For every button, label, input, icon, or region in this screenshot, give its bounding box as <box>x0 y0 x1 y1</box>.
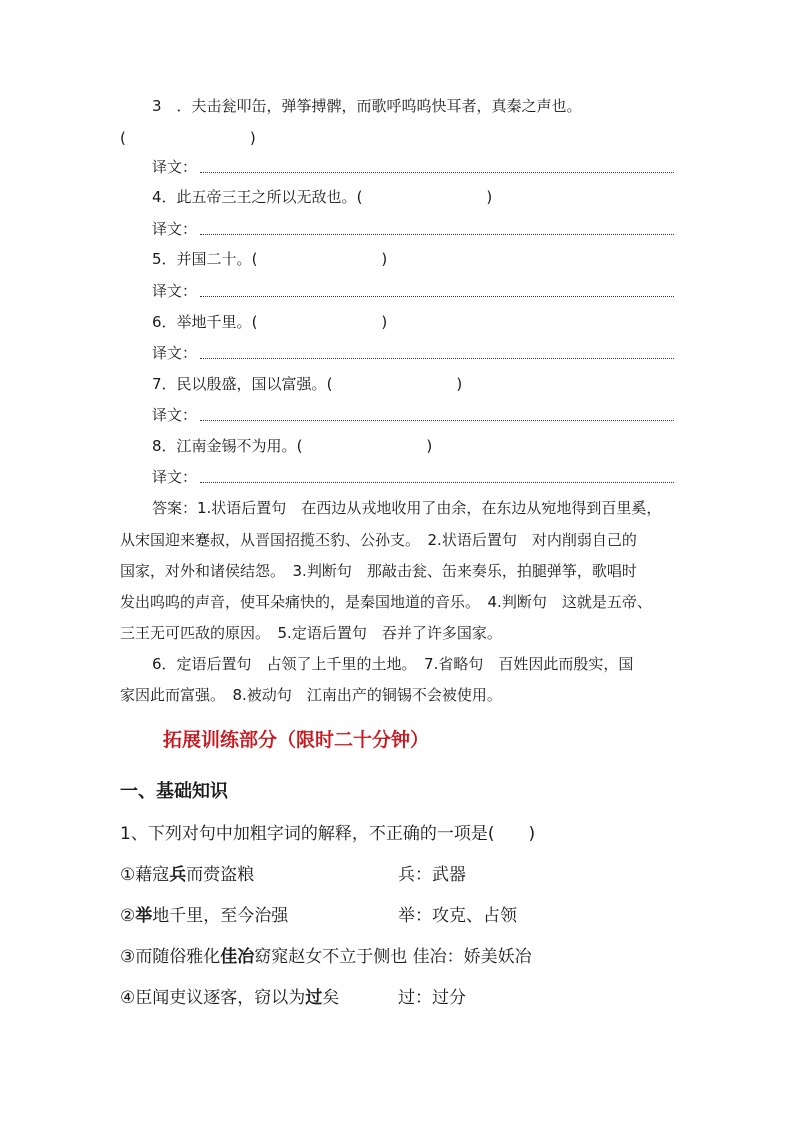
option-3-text-pre: ③而随俗雅化 <box>120 947 221 967</box>
exercise-5-translation-line[interactable] <box>200 296 674 297</box>
option-1-bold-word: 兵 <box>169 865 187 885</box>
answer-line-3: 国家，对外和诸侯结怨。 3.判断句 那敲击瓮、缶来奏乐，拍腿弹筝，歌唱时 <box>120 562 637 580</box>
exercise-3-answer-blank[interactable] <box>120 128 256 148</box>
option-4-text-post: 矣 <box>322 988 340 1008</box>
option-1-text-post: 而赍盗粮 <box>186 865 255 885</box>
answer-line-5: 三王无可匹敌的原因。 5.定语后置句 吞并了许多国家。 <box>120 624 502 642</box>
exercise-4-translation-label: 译文： <box>152 220 198 238</box>
exercise-4-number: 4． <box>152 188 177 206</box>
exercise-6-text: 举地千里。 <box>176 313 252 331</box>
exercise-8-translation-line[interactable] <box>200 482 674 483</box>
exercise-7-text: 民以殷盛，国以富强。 <box>176 375 327 393</box>
paren-open: ( <box>326 375 333 393</box>
answer-line-4: 发出呜呜的声音，使耳朵痛快的，是秦国地道的音乐。 4.判断句 这就是五帝、 <box>120 593 652 611</box>
option-2 <box>120 905 288 927</box>
answer-line-7: 家因此而富强。 8.被动句 江南出产的铜锡不会被使用。 <box>120 686 502 704</box>
paren-close: ) <box>456 375 463 393</box>
option-3 <box>120 946 532 968</box>
paren-close: ) <box>486 188 493 206</box>
exercise-4-translation-line[interactable] <box>200 234 674 235</box>
option-4 <box>120 987 339 1009</box>
option-4-text-pre: ④臣闻吏议逐客，窃以为 <box>120 988 306 1008</box>
option-2-bold-word: 举 <box>135 906 153 926</box>
exercise-8-text: 江南金锡不为用。 <box>176 437 297 455</box>
answer-line-1: 答案：1.状语后置句 在西边从戎地收用了由余，在东边从宛地得到百里奚， <box>152 499 662 517</box>
exercise-4-text: 此五帝三王之所以无敌也。 <box>176 188 357 206</box>
option-3-bold-word: 佳冶 <box>220 947 255 967</box>
paren-open: ( <box>296 437 303 455</box>
option-4-bold-word: 过 <box>305 988 323 1008</box>
exercise-8-translation-label: 译文： <box>152 468 198 486</box>
exercise-5-translation-label: 译文： <box>152 282 198 300</box>
exercise-3-sentence <box>152 96 582 116</box>
exercise-3-translation-label: 译文： <box>152 158 198 176</box>
exercise-3-translation-line[interactable] <box>200 172 674 173</box>
option-3-explanation: 佳冶：娇美妖冶 <box>407 947 532 967</box>
basic-knowledge-heading: 一、基础知识 <box>120 781 228 802</box>
answer-line-2: 从宋国迎来蹇叔，从晋国招揽丕豹、公孙支。 2.状语后置句 对内削弱自己的 <box>120 531 637 549</box>
option-1-text-pre: ①藉寇 <box>120 865 170 885</box>
option-2-explanation: 举：攻克、占领 <box>398 906 517 926</box>
paren-close: ) <box>249 129 256 147</box>
exercise-8-number: 8． <box>152 437 177 455</box>
paren-close: ) <box>426 437 433 455</box>
question-1-stem: 1、下列对句中加粗字词的解释，不正确的一项是( ) <box>120 824 536 844</box>
exercise-7-sentence <box>152 374 462 394</box>
exercise-6-sentence <box>152 312 387 332</box>
option-1 <box>120 864 254 886</box>
option-4-explanation: 过：过分 <box>398 988 466 1008</box>
exercise-6-translation-label: 译文： <box>152 344 198 362</box>
exercise-4-sentence <box>152 187 492 207</box>
exercise-6-translation-line[interactable] <box>200 358 674 359</box>
answer-line-6: 6．定语后置句 占领了上千里的土地。 7.省略句 百姓因此而殷实，国 <box>152 655 634 673</box>
paren-open: ( <box>120 129 126 147</box>
paren-open: ( <box>356 188 363 206</box>
section-title: 拓展训练部分（限时二十分钟） <box>163 729 430 751</box>
option-2-text-post: 地千里，至今治强 <box>152 906 289 926</box>
paren-open: ( <box>251 250 258 268</box>
option-2-text-pre: ② <box>120 906 136 926</box>
exercise-7-translation-line[interactable] <box>200 420 674 421</box>
exercise-8-sentence <box>152 436 432 456</box>
exercise-3-text: 夫击瓮叩缶，弹筝搏髀，而歌呼呜呜快耳者，真秦之声也。 <box>191 97 582 115</box>
paren-open: ( <box>251 313 258 331</box>
paren-close: ) <box>381 313 388 331</box>
exercise-5-text: 并国二十。 <box>176 250 252 268</box>
paren-close: ) <box>381 250 388 268</box>
exercise-3-number: 3 ． <box>152 97 192 115</box>
option-3-text-post: 窈窕赵女不立于侧也 <box>254 947 408 967</box>
option-1-explanation: 兵：武器 <box>398 865 466 885</box>
exercise-7-number: 7． <box>152 375 177 393</box>
exercise-7-translation-label: 译文： <box>152 406 198 424</box>
exercise-5-number: 5． <box>152 250 177 268</box>
exercise-6-number: 6． <box>152 313 177 331</box>
exercise-5-sentence <box>152 249 387 269</box>
